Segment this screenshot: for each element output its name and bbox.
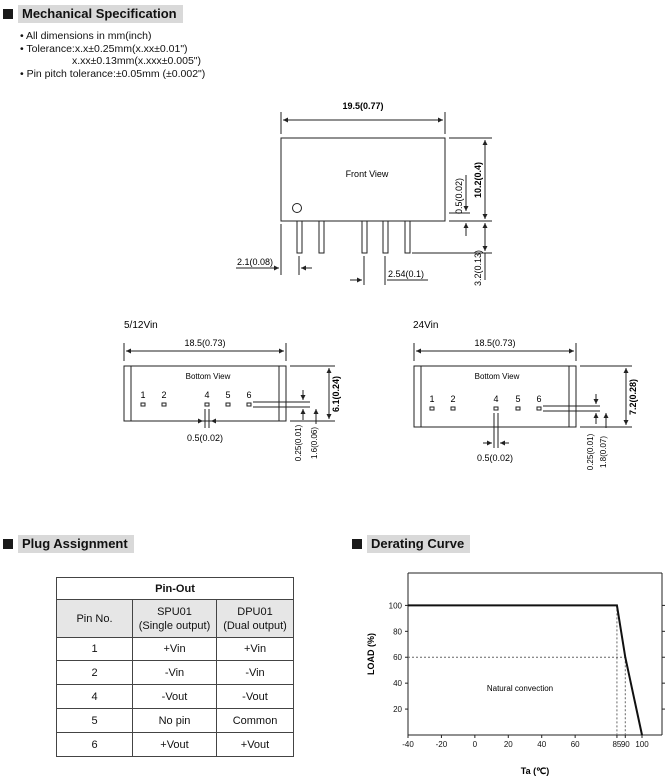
- front-width-dim: 19.5(0.77): [342, 101, 384, 111]
- pin-number: 5: [57, 709, 133, 733]
- bottom-left-pin-width-dim: 0.5(0.02): [186, 433, 224, 443]
- bottom-right-height-dim: 7.2(0.28): [628, 378, 638, 416]
- table-row: [57, 733, 294, 757]
- pin-number: 1: [57, 638, 133, 661]
- bottom-left-pin-label: 1: [140, 390, 146, 400]
- bottom-right-pin-label: 2: [450, 394, 456, 404]
- front-pin-length-dim: 3.2(0.13): [473, 249, 483, 287]
- bottom-right-pin-label: 4: [493, 394, 499, 404]
- dpu01-assignment: -Vin: [217, 661, 294, 685]
- y-tick-label: 40: [393, 679, 402, 689]
- bottom-right-view-label: Bottom View: [474, 372, 520, 381]
- dpu01-assignment: +Vin: [217, 638, 294, 661]
- table-row: [57, 709, 294, 733]
- bottom-left-pin-label: 6: [246, 390, 252, 400]
- x-tick-label: 40: [537, 740, 547, 749]
- x-tick-label: -20: [435, 740, 448, 749]
- table-row: [57, 685, 294, 709]
- x-tick-label: -40: [402, 740, 414, 749]
- bottom-left-pin-label: 2: [161, 390, 167, 400]
- derating-chart: [350, 551, 670, 781]
- bottom-left-variant: 5/12Vin: [124, 320, 158, 331]
- spu01-assignment: No pin: [133, 709, 217, 733]
- mechanical-spec-title: Mechanical Specification: [18, 5, 183, 23]
- derating-series-line: [408, 605, 642, 735]
- y-tick-label: 60: [393, 653, 402, 663]
- spec-note-dimensions: • All dimensions in mm(inch): [20, 30, 152, 42]
- bottom-right-pin-thickness-dim: 0.25(0.01): [586, 433, 595, 471]
- y-tick-label: 100: [388, 601, 402, 611]
- bottom-view-right-drawing: [414, 343, 632, 448]
- x-tick-label: 20: [503, 740, 513, 749]
- bottom-left-offset-dim: 1.6(0.06): [310, 426, 319, 460]
- dpu01-assignment: Common: [217, 709, 294, 733]
- y-tick-label: 20: [393, 705, 402, 715]
- x-tick-label: 85: [612, 740, 622, 749]
- x-tick-label: 90: [620, 740, 630, 749]
- front-pin: [319, 221, 324, 253]
- bottom-right-pin-width-dim: 0.5(0.02): [476, 453, 514, 463]
- dpu01-assignment: -Vout: [217, 685, 294, 709]
- bottom-view-left-drawing: [124, 343, 335, 428]
- bottom-left-pin-label: 5: [225, 390, 231, 400]
- front-view-body: [281, 138, 445, 221]
- pin-number: 2: [57, 661, 133, 685]
- pin-number: 6: [57, 733, 133, 757]
- pinout-table: [56, 577, 294, 757]
- spu01-assignment: -Vout: [133, 685, 217, 709]
- x-tick-label: 100: [635, 740, 649, 749]
- bottom-left-pin-label: 4: [204, 390, 210, 400]
- header-dpu01-desc: (Dual output): [223, 619, 287, 632]
- spec-note-pin-pitch: • Pin pitch tolerance:±0.05mm (±0.002"): [20, 67, 206, 80]
- bottom-left-view-label: Bottom View: [185, 372, 231, 381]
- bottom-left-height-dim: 6.1(0.24): [331, 375, 341, 413]
- x-tick-label: 60: [570, 740, 580, 749]
- front-pitch-dim: 2.54(0.1): [387, 269, 425, 279]
- front-pin: [362, 221, 367, 253]
- table-row: [57, 638, 294, 661]
- pin1-marker-dot: [293, 204, 302, 213]
- spu01-assignment: +Vout: [133, 733, 217, 757]
- pinout-table-title: Pin-Out: [57, 578, 294, 600]
- plug-assignment-title: Plug Assignment: [18, 535, 134, 553]
- front-edge-dim: 2.1(0.08): [236, 257, 274, 267]
- derating-curve-title: Derating Curve: [367, 535, 470, 553]
- chart-y-label: LOAD (%): [366, 633, 376, 675]
- front-pin: [297, 221, 302, 253]
- spu01-assignment: +Vin: [133, 638, 217, 661]
- front-pin: [405, 221, 410, 253]
- bottom-right-pin-label: 1: [429, 394, 435, 404]
- bottom-right-variant: 24Vin: [413, 320, 439, 331]
- front-pin: [383, 221, 388, 253]
- front-standoff-dim: 0.5(0.02): [454, 177, 464, 215]
- bottom-right-pin-label: 5: [515, 394, 521, 404]
- bottom-right-offset-dim: 1.8(0.07): [599, 435, 608, 469]
- bullet-square-icon: [352, 539, 362, 549]
- bottom-left-width-dim: 18.5(0.73): [184, 338, 226, 348]
- header-spu01-model: SPU01: [157, 605, 192, 618]
- spec-note-tolerance-1: • Tolerance:x.x±0.25mm(x.xx±0.01"): [20, 42, 188, 55]
- y-tick-label: 80: [393, 627, 402, 637]
- bottom-right-pin-label: 6: [536, 394, 542, 404]
- header-spu01-desc: (Single output): [138, 619, 211, 632]
- pin-number: 4: [57, 685, 133, 709]
- header-spu01: [133, 600, 217, 638]
- header-dpu01-model: DPU01: [237, 605, 273, 618]
- table-row: [57, 661, 294, 685]
- header-pin-no: Pin No.: [57, 600, 133, 638]
- dpu01-assignment: +Vout: [217, 733, 294, 757]
- front-height-dim: 10.2(0.4): [473, 161, 483, 199]
- bullet-square-icon: [3, 539, 13, 549]
- bottom-left-pin-thickness-dim: 0.25(0.01): [294, 424, 303, 462]
- spec-note-tolerance-2: x.xx±0.13mm(x.xxx±0.005"): [72, 55, 202, 67]
- x-tick-label: 0: [472, 740, 478, 749]
- front-view-label: Front View: [345, 169, 389, 179]
- plug-assignment-header: [3, 535, 134, 553]
- chart-annotation: Natural convection: [486, 684, 554, 693]
- bottom-right-width-dim: 18.5(0.73): [474, 338, 516, 348]
- chart-x-label: Ta (℃): [520, 766, 550, 776]
- spu01-assignment: -Vin: [133, 661, 217, 685]
- header-dpu01: [217, 600, 294, 638]
